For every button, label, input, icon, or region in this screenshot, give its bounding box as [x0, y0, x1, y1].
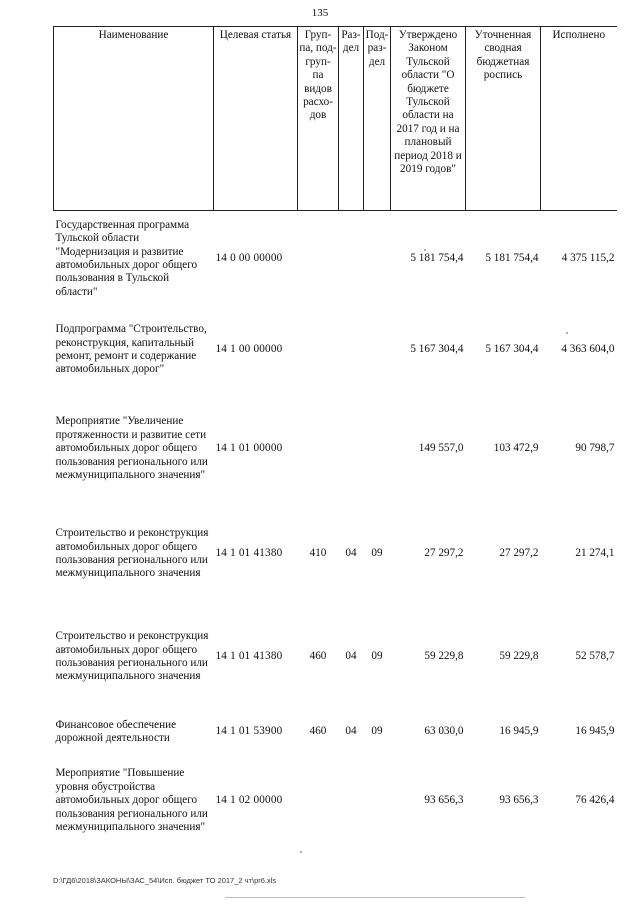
table-row: [54, 603, 617, 711]
row-executed: 4 375 115,2: [561, 252, 615, 265]
header-section: Раз- дел: [339, 27, 364, 211]
row-code: 14 1 01 41380: [215, 547, 283, 560]
row-refined: 93 656,3: [499, 794, 539, 807]
scan-speck: [566, 332, 568, 334]
row-group: [298, 393, 339, 505]
header-subsection: Под- раз- дел: [364, 27, 391, 211]
row-subsection: [364, 393, 391, 505]
row-code: 14 1 01 53900: [215, 725, 283, 738]
page-number: 135: [311, 7, 329, 19]
scan-speck: [300, 851, 302, 853]
footer-divider: [225, 897, 525, 898]
row-executed: 4 363 604,0: [561, 343, 615, 356]
row-subsection: 09: [371, 547, 383, 560]
row-group: [298, 307, 339, 393]
budget-execution-table: [53, 26, 617, 849]
row-name: Строительство и реконструкция автомобильных дорог общего пользования регионального или межмуниципального значения: [55, 527, 209, 580]
row-section: 04: [345, 650, 357, 663]
row-name: Финансовое обеспечение дорожной деятельности: [55, 718, 177, 744]
row-refined: 5 181 754,4: [485, 252, 539, 265]
row-approved: 63 030,0: [424, 725, 464, 738]
row-subsection: 09: [371, 650, 383, 663]
header-target-article: Целевая статья: [214, 27, 298, 211]
row-subsection: 09: [371, 725, 383, 738]
row-section: 04: [345, 725, 357, 738]
row-group: [298, 753, 339, 849]
row-name: Строительство и реконструкция автомобильных дорог общего пользования регионального или межмуниципального значения: [55, 630, 209, 683]
row-executed: 21 274,1: [575, 547, 615, 560]
row-subsection: [364, 753, 391, 849]
row-name: Мероприятие "Повышение уровня обустройства автомобильных дорог общего пользования регионального или межмуниципального значения": [55, 767, 208, 834]
row-code: 14 1 02 00000: [215, 794, 283, 807]
footer-file-path: D:\ГД6\2018\ЗАКОНЫ\ЗАС_54\Исп. бюджет ТО 2017_2 чт\pr6.xls: [53, 876, 277, 885]
row-section: 04: [345, 547, 357, 560]
row-group: 460: [309, 650, 327, 663]
row-name: Государственная программа Тульской области "Модернизация и развитие автомобильных дорог общего пользования в Тульской области": [55, 218, 198, 298]
table-row: [54, 753, 617, 849]
table-row: [54, 505, 617, 603]
header-name: Наименование: [54, 27, 214, 211]
row-executed: 52 578,7: [575, 650, 615, 663]
row-subsection: [364, 211, 391, 308]
header-approved: Утверждено Законом Тульской области "О бюджете Тульской области на 2017 год и на плановый период 2018 и 2019 годов": [391, 27, 466, 211]
table-row: [54, 711, 617, 753]
row-code: 14 1 01 00000: [215, 442, 283, 455]
row-approved: 93 656,3: [424, 794, 464, 807]
row-refined: 27 297,2: [499, 547, 539, 560]
row-refined: 59 229,8: [499, 650, 539, 663]
row-approved: 149 557,0: [418, 442, 464, 455]
row-refined: 103 472,9: [493, 442, 539, 455]
row-group: 460: [309, 725, 327, 738]
row-executed: 76 426,4: [575, 794, 615, 807]
row-group: 410: [309, 547, 327, 560]
row-executed: 16 945,9: [575, 725, 615, 738]
scan-speck: [424, 249, 426, 251]
row-section: [339, 753, 364, 849]
table-header: [54, 27, 617, 211]
table-row: [54, 307, 617, 393]
row-group: [298, 211, 339, 308]
row-section: [339, 307, 364, 393]
row-code: 14 0 00 00000: [215, 252, 283, 265]
row-section: [339, 211, 364, 308]
row-executed: 90 798,7: [575, 442, 615, 455]
table-row: [54, 211, 617, 308]
row-refined: 5 167 304,4: [485, 343, 539, 356]
row-subsection: [364, 307, 391, 393]
table-body: [54, 211, 617, 850]
row-refined: 16 945,9: [499, 725, 539, 738]
header-executed: Исполнено: [541, 27, 617, 211]
row-approved: 59 229,8: [424, 650, 464, 663]
row-section: [339, 393, 364, 505]
row-approved: 5 181 754,4: [410, 252, 464, 265]
header-refined: Уточненная сводная бюджетная роспись: [466, 27, 541, 211]
row-code: 14 1 01 41380: [215, 650, 283, 663]
header-expense-group: Груп- па, под- груп- па видов расхо- дов: [298, 27, 339, 211]
row-name: Мероприятие "Увеличение протяженности и развитие сети автомобильных дорог общего пользования регионального или межмуниципального значения": [55, 415, 208, 482]
row-approved: 27 297,2: [424, 547, 464, 560]
table-row: [54, 393, 617, 505]
row-name: Подпрограмма "Строительство, реконструкция, капитальный ремонт, ремонт и содержание автомобильных дорог": [55, 323, 207, 376]
row-code: 14 1 00 00000: [215, 343, 283, 356]
row-approved: 5 167 304,4: [410, 343, 464, 356]
